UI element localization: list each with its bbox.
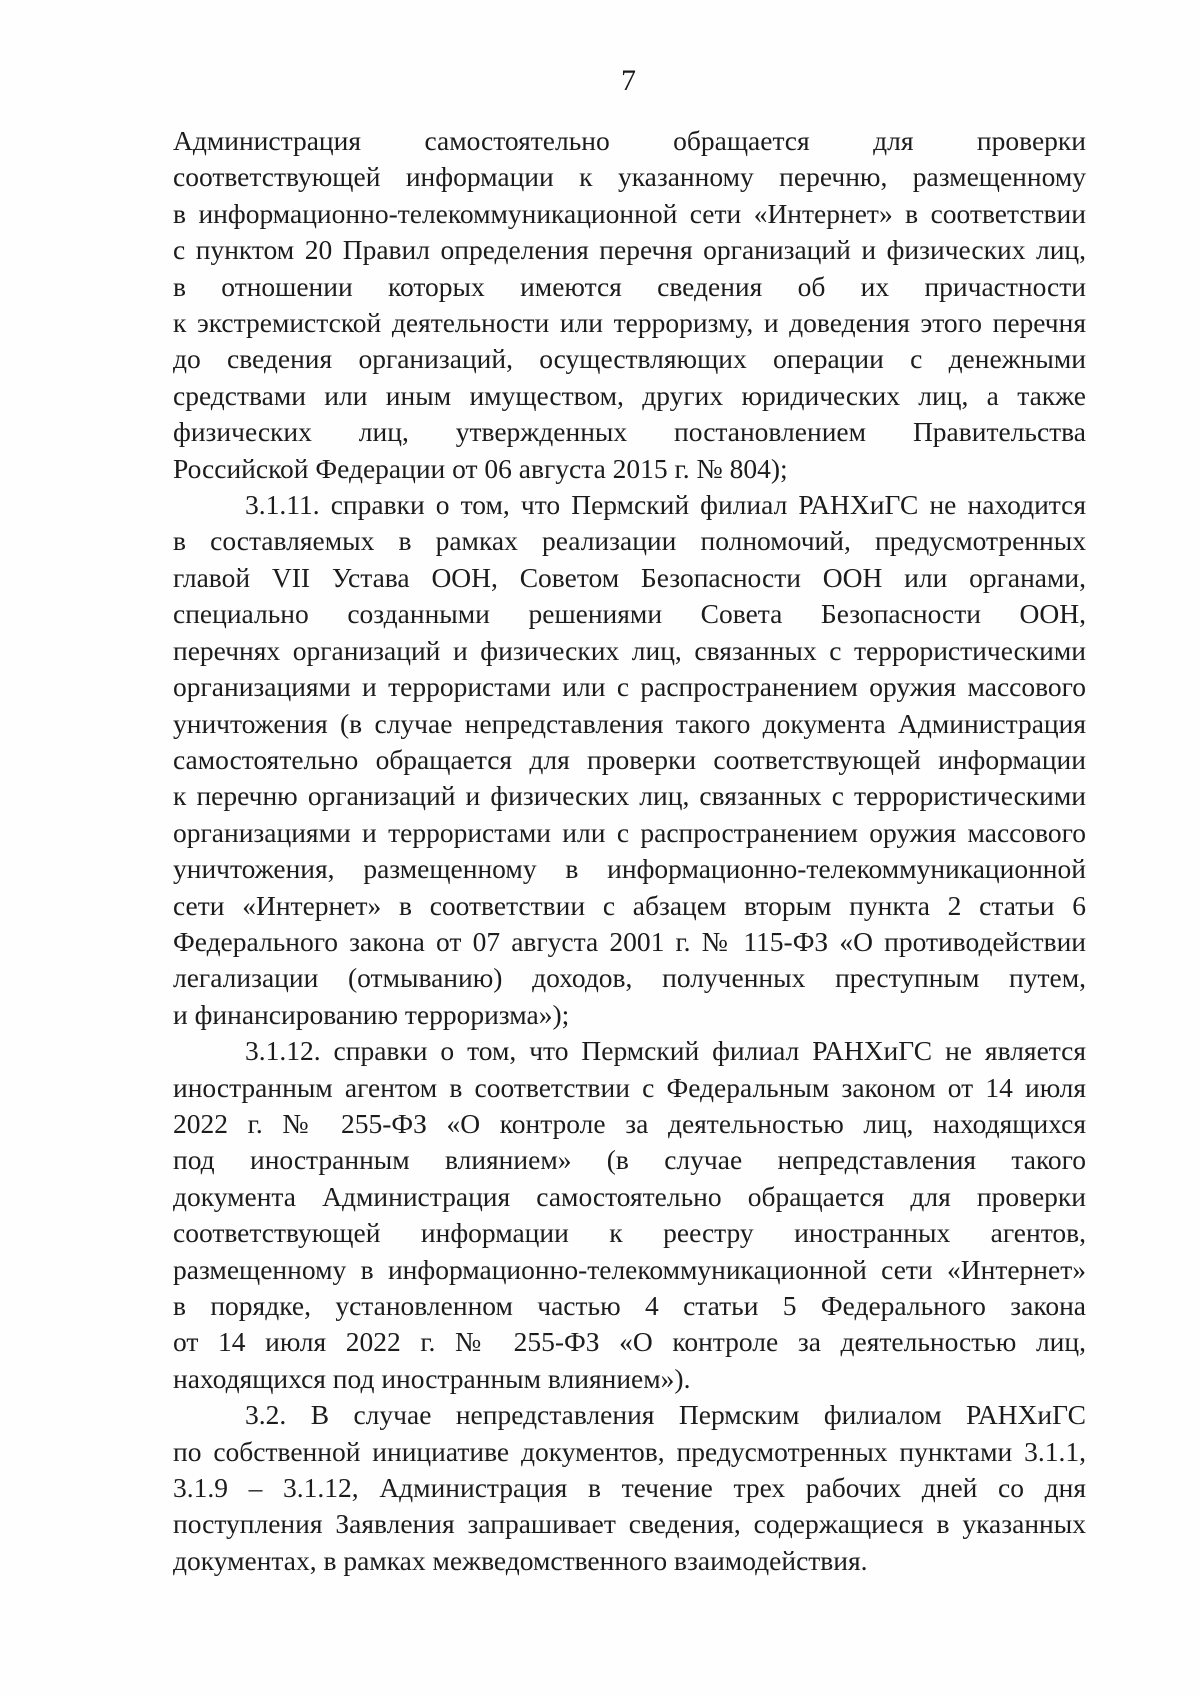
text-line: сети «Интернет» в соответствии с абзацем вторым пункта 2 статьи 6 xyxy=(173,889,1086,921)
text-line: от 14 июля 2022 г. № 255-ФЗ «О контроле за деятельностью лиц, xyxy=(173,1326,1086,1358)
text-line: по собственной инициативе документов, предусмотренных пунктами 3.1.1, xyxy=(173,1435,1086,1467)
text-line: с пунктом 20 Правил определения перечня организаций и физических лиц, xyxy=(173,234,1086,266)
text-line: в информационно-телекоммуникационной сети «Интернет» в соответствии xyxy=(173,197,1086,229)
text-line: размещенному в информационно-телекоммуникационной сети «Интернет» xyxy=(173,1253,1086,1285)
text-line: в порядке, установленном частью 4 статьи 5 Федерального закона xyxy=(173,1290,1086,1321)
text-line: уничтожения (в случае непредставления такого документа Администрация xyxy=(173,707,1086,739)
text-line: документах, в рамках межведомственного взаимодействия. xyxy=(173,1544,868,1576)
text-line: к перечню организаций и физических лиц, связанных с террористическими xyxy=(173,780,1086,812)
paragraph-p1 xyxy=(173,123,1086,487)
text-line: поступления Заявления запрашивает сведения, содержащиеся в указанных xyxy=(173,1508,1086,1540)
text-line: физических лиц, утвержденных постановлением Правительства xyxy=(173,416,1086,448)
text-line: документа Администрация самостоятельно обращается для проверки xyxy=(173,1180,1086,1212)
text-line: находящихся под иностранным влиянием»). xyxy=(173,1362,691,1394)
text-line: перечнях организаций и физических лиц, связанных с террористическими xyxy=(173,634,1086,666)
text-line: Администрация самостоятельно обращается для проверки xyxy=(173,125,1086,156)
paragraph-p4 xyxy=(173,1397,1086,1579)
text-line: соответствующей информации к реестру иностранных агентов, xyxy=(173,1217,1086,1249)
text-line: специально созданными решениями Совета Безопасности ООН, xyxy=(173,598,1086,630)
text-line: 2022 г. № 255-ФЗ «О контроле за деятельностью лиц, находящихся xyxy=(173,1107,1086,1139)
text-line: организациями и террористами или с распространением оружия массового xyxy=(173,816,1086,848)
paragraph-p2 xyxy=(173,487,1086,1033)
document-body xyxy=(173,123,1086,1579)
text-line: 3.1.9 – 3.1.12, Администрация в течение трех рабочих дней со дня xyxy=(173,1472,1086,1504)
text-line: главой VII Устава ООН, Советом Безопасности ООН или органами, xyxy=(173,561,1086,593)
text-line: Российской Федерации от 06 августа 2015 г. № 804); xyxy=(173,452,788,484)
page-number: 7 xyxy=(621,64,636,97)
text-line: организациями и террористами или с распространением оружия массового xyxy=(173,671,1086,703)
text-line: 3.2. В случае непредставления Пермским филиалом РАНХиГС xyxy=(245,1399,1086,1431)
text-line: соответствующей информации к указанному перечню, размещенному xyxy=(173,161,1086,193)
text-line: 3.1.11. справки о том, что Пермский филиал РАНХиГС не находится xyxy=(245,489,1086,521)
text-line: в отношении которых имеются сведения об их причастности xyxy=(173,270,1086,302)
text-line: к экстремистской деятельности или терроризму, и доведения этого перечня xyxy=(173,307,1086,339)
text-line: легализации (отмыванию) доходов, полученных преступным путем, xyxy=(173,962,1086,994)
text-line: в составляемых в рамках реализации полномочий, предусмотренных xyxy=(173,525,1086,557)
text-line: средствами или иным имуществом, других юридических лиц, а также xyxy=(173,379,1086,411)
text-line: до сведения организаций, осуществляющих операции с денежными xyxy=(173,343,1086,375)
text-line: самостоятельно обращается для проверки соответствующей информации xyxy=(173,743,1086,775)
paragraph-p3 xyxy=(173,1033,1086,1397)
text-line: под иностранным влиянием» (в случае непредставления такого xyxy=(173,1144,1086,1176)
text-line: иностранным агентом в соответствии с Федеральным законом от 14 июля xyxy=(173,1071,1086,1103)
text-line: Федерального закона от 07 августа 2001 г. № 115-ФЗ «О противодействии xyxy=(173,925,1086,957)
text-line: 3.1.12. справки о том, что Пермский филиал РАНХиГС не является xyxy=(245,1035,1086,1067)
text-line: и финансированию терроризма»); xyxy=(173,998,570,1030)
text-line: уничтожения, размещенному в информационно-телекоммуникационной xyxy=(173,853,1086,885)
